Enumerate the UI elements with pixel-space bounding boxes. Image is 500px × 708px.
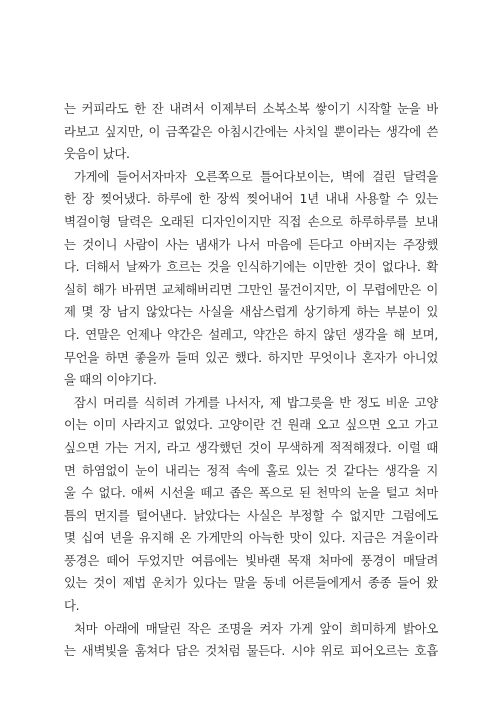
text-line: 다. 연말은 언제나 약간은 설레고, 약간은 하지 않던 생각을 해 보며, xyxy=(64,326,438,342)
text-line: 는 것이니 사람이 사는 냄새가 나서 마음에 든다고 아버지는 주장했 xyxy=(64,236,438,252)
text-line: 울 수 없다. 애써 시선을 떼고 좁은 폭으로 된 천막의 눈을 털고 처마 xyxy=(64,485,438,501)
text-line: 한 장 찢어냈다. 하루에 한 장씩 찢어내어 1년 내내 사용할 수 있는 xyxy=(64,191,438,207)
body-text xyxy=(64,98,438,663)
text-line: 싶으면 가는 거지, 라고 생각했던 것이 무색하게 적적해졌다. 이럴 때 xyxy=(64,439,438,455)
text-line: 가게에 들어서자마자 오른쪽으로 틀어다보이는, 벽에 걸린 달력을 xyxy=(74,168,438,184)
text-line: 면 하염없이 눈이 내리는 정적 속에 홀로 있는 것 같다는 생각을 지 xyxy=(64,462,438,478)
text-line: 잠시 머리를 식히려 가게를 나서자, 제 밥그릇을 반 정도 비운 고양 xyxy=(74,394,438,410)
text-line: 무언을 하면 좋을까 들떠 있곤 했다. 하지만 무엇이나 혼자가 아니었 xyxy=(64,349,438,365)
text-line: 몇 십여 년을 유지해 온 가게만의 아늑한 맛이 있다. 지금은 겨울이라 xyxy=(64,530,438,546)
text-line: 웃음이 났다. xyxy=(64,146,130,162)
text-line: 는 커피라도 한 잔 내려서 이제부터 소복소복 쌓이기 시작할 눈을 바 xyxy=(64,101,438,116)
text-line: 처마 아래에 매달린 작은 조명을 켜자 가게 앞이 희미하게 밝아오 xyxy=(74,620,438,636)
text-line: 는 새벽빛을 훔쳐다 담은 것처럼 물든다. 시야 위로 피어오르는 호흡 xyxy=(64,643,438,659)
text-line: 을 때의 이야기다. xyxy=(64,372,157,388)
text-line: 라보고 싶지만, 이 금쪽같은 아침시간에는 사치일 뿐이라는 생각에 쓴 xyxy=(64,123,438,139)
text-line: 이는 이미 사라지고 없었다. 고양이란 건 원래 오고 싶으면 오고 가고 xyxy=(64,417,438,433)
text-line: 다. 더해서 날짜가 흐르는 것을 인식하기에는 이만한 것이 없다나. 확 xyxy=(64,259,438,275)
text-line: 제 몇 장 남지 않았다는 사실을 새삼스럽게 상기하게 하는 부분이 있 xyxy=(64,304,438,320)
text-line: 벽걸이형 달력은 오래된 디자인이지만 직접 손으로 하루하루를 보내 xyxy=(64,213,438,229)
text-line: 풍경은 떼어 두었지만 여름에는 빛바랜 목재 처마에 풍경이 매달려 xyxy=(64,552,438,568)
text-line: 있는 것이 제법 운치가 있다는 말을 동네 어른들에게서 종종 들어 왔 xyxy=(64,575,438,591)
text-line: 틈의 먼지를 털어낸다. 낡았다는 사실은 부정할 수 없지만 그럼에도 xyxy=(64,507,438,523)
text-line: 다. xyxy=(64,598,80,614)
text-line: 실히 해가 바뀌면 교체해버리면 그만인 물건이지만, 이 무렵에만은 이 xyxy=(64,281,438,297)
